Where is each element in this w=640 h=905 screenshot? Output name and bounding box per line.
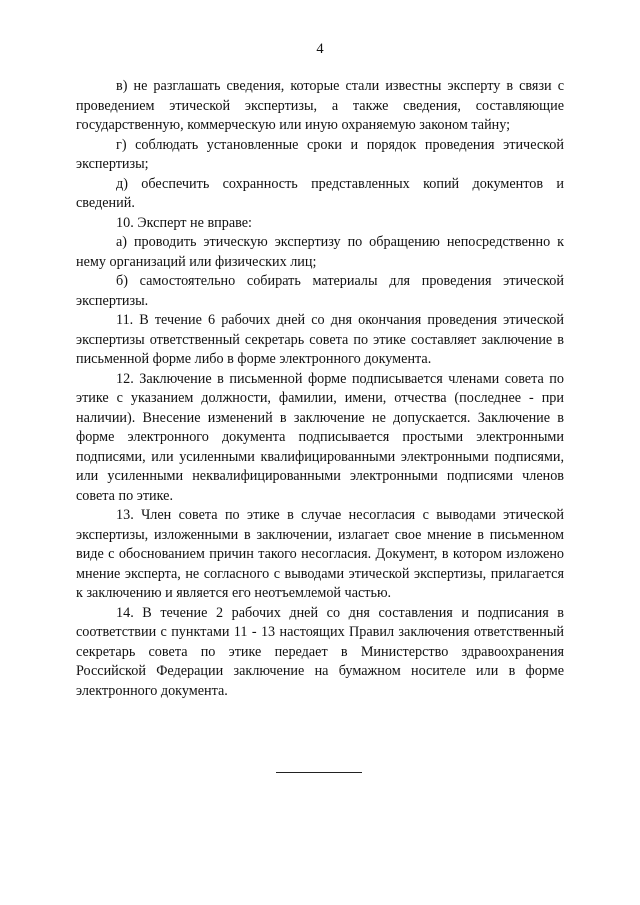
paragraph-item-v: в) не разглашать сведения, которые стали известны эксперту в связи с проведением этической экспертизы, а также сведения, составляющие государственную, коммерческую или иную охраняемую законом тайну;	[76, 78, 564, 133]
paragraph-item-a: а) проводить этическую экспертизу по обращению непосредственно к нему организаций или физических лиц;	[76, 234, 564, 270]
paragraph-clause-13: 13. Член совета по этике в случае несогласия с выводами этической экспертизы, изложенными в заключении, излагает свое мнение в письменном виде с обоснованием причин такого несогласия. Документ, в котором изложено мнение эксперта, не согласного с выводами этической экспертизы, прилагается к заключению и является его неотъемлемой частью.	[76, 507, 564, 601]
paragraph-item-b: б) самостоятельно собирать материалы для проведения этической экспертизы.	[76, 273, 564, 309]
document-body	[76, 77, 564, 701]
paragraph-clause-10: 10. Эксперт не вправе:	[116, 214, 252, 231]
paragraph-clause-14: 14. В течение 2 рабочих дней со дня составления и подписания в соответствии с пунктами 11 - 13 настоящих Правил заключения ответственный секретарь совета по этике передает в Министерство здравоохранения Российской Федерации заключение на бумажном носителе или в форме электронного документа.	[76, 604, 564, 699]
end-divider	[276, 772, 362, 773]
paragraph-item-g: г) соблюдать установленные сроки и порядок проведения этической экспертизы;	[76, 136, 564, 172]
paragraph-clause-12: 12. Заключение в письменной форме подписывается членами совета по этике с указанием должности, фамилии, имени, отчества (последнее - при наличии). Внесение изменений в заключение не допускается. Заключение в форме электронного документа подписывается простыми электронными подписями, или усиленными квалифицированными электронными подписями, или усиленными неквалифицированными электронными подписями членов совета по этике.	[76, 370, 564, 504]
page-number: 4	[316, 41, 324, 57]
paragraph-clause-11: 11. В течение 6 рабочих дней со дня окончания проведения этической экспертизы ответственный секретарь совета по этике составляет заключение в письменной форме либо в форме электронного документа.	[76, 312, 564, 367]
paragraph-item-d: д) обеспечить сохранность представленных копий документов и сведений.	[76, 175, 564, 211]
